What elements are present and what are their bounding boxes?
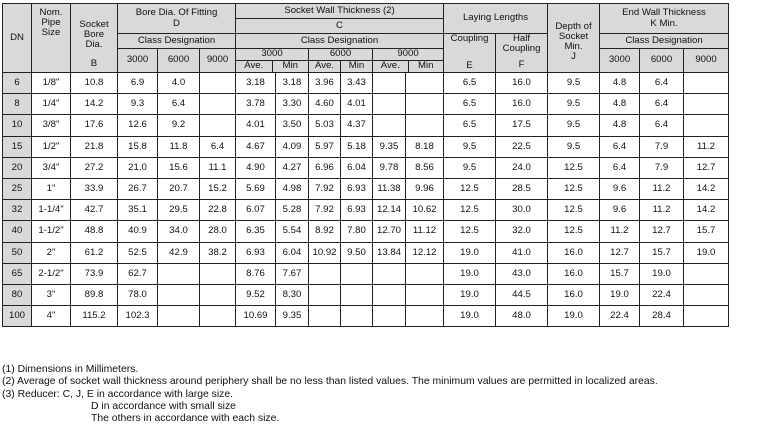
end-wall-3000-cell: 9.6 <box>600 178 640 199</box>
bore-6000-cell: 20.7 <box>158 178 200 199</box>
wall-9000-min-cell <box>406 73 444 94</box>
bore-6000-cell: 4.0 <box>158 73 200 94</box>
wall-3000-min-cell: 9.35 <box>276 306 309 327</box>
bore-9000-cell: 38.2 <box>200 242 236 263</box>
wall-9000-ave-cell: 9.78 <box>373 157 406 178</box>
size-cell: 3/8" <box>32 115 71 136</box>
wall-9000-ave-cell <box>373 115 406 136</box>
end-wall-6000-cell: 28.4 <box>640 306 684 327</box>
bore-3000-cell: 15.8 <box>118 136 158 157</box>
header-wall-3000: 3000 Ave. Min <box>236 49 309 73</box>
end-wall-9000-cell <box>684 94 729 115</box>
wall-3000-min-cell: 4.27 <box>276 157 309 178</box>
socket-bore-cell: 27.2 <box>71 157 118 178</box>
end-wall-6000-cell: 6.4 <box>640 115 684 136</box>
coupling-cell: 19.0 <box>444 242 496 263</box>
wall-6000-min-cell: 3.43 <box>341 73 373 94</box>
wall-3000-ave-cell: 4.90 <box>236 157 276 178</box>
wall-6000-min-cell: 4.37 <box>341 115 373 136</box>
wall-6000-ave-cell: 7.92 <box>309 200 341 221</box>
wall-9000-ave-cell: 13.84 <box>373 242 406 263</box>
depth-cell: 9.5 <box>548 115 600 136</box>
bore-6000-cell: 34.0 <box>158 221 200 242</box>
wall-9000-min-cell: 9.96 <box>406 178 444 199</box>
half-coupling-cell: 24.0 <box>496 157 548 178</box>
wall-3000-min-cell: 8.30 <box>276 284 309 305</box>
end-wall-3000-cell: 11.2 <box>600 221 640 242</box>
half-coupling-cell: 32.0 <box>496 221 548 242</box>
bore-3000-cell: 21.0 <box>118 157 158 178</box>
dn-cell: 50 <box>3 242 32 263</box>
header-dn: DN <box>3 4 32 73</box>
wall-3000-ave-cell: 6.93 <box>236 242 276 263</box>
depth-cell: 12.5 <box>548 178 600 199</box>
table-header <box>3 4 729 73</box>
end-wall-9000-cell: 14.2 <box>684 200 729 221</box>
coupling-cell: 9.5 <box>444 157 496 178</box>
size-cell: 3/4" <box>32 157 71 178</box>
dn-cell: 20 <box>3 157 32 178</box>
wall-6000-min-cell: 6.04 <box>341 157 373 178</box>
end-wall-9000-cell <box>684 115 729 136</box>
bore-6000-cell: 6.4 <box>158 94 200 115</box>
end-wall-6000-cell: 6.4 <box>640 94 684 115</box>
header-nom-pipe-size: Nom. Pipe Size <box>32 4 71 73</box>
wall-3000-ave-cell: 6.35 <box>236 221 276 242</box>
bore-6000-cell: 29.5 <box>158 200 200 221</box>
end-wall-3000-cell: 15.7 <box>600 263 640 284</box>
table-body <box>3 73 729 327</box>
wall-9000-ave-cell <box>373 284 406 305</box>
bore-3000-cell: 9.3 <box>118 94 158 115</box>
coupling-cell: 19.0 <box>444 284 496 305</box>
table-row <box>3 306 729 327</box>
wall-9000-min-cell <box>406 263 444 284</box>
end-wall-6000-cell: 7.9 <box>640 136 684 157</box>
coupling-cell: 12.5 <box>444 200 496 221</box>
socket-bore-cell: 89.8 <box>71 284 118 305</box>
header-end-9000: 9000 <box>684 49 729 73</box>
bore-3000-cell: 102.3 <box>118 306 158 327</box>
half-coupling-cell: 44.5 <box>496 284 548 305</box>
half-coupling-cell: 43.0 <box>496 263 548 284</box>
end-wall-9000-cell: 11.2 <box>684 136 729 157</box>
end-wall-3000-cell: 4.8 <box>600 73 640 94</box>
wall-6000-min-cell: 9.50 <box>341 242 373 263</box>
socket-bore-cell: 115.2 <box>71 306 118 327</box>
header-wall-6000: 6000 Ave. Min <box>309 49 373 73</box>
size-cell: 2" <box>32 242 71 263</box>
table-row <box>3 242 729 263</box>
wall-9000-ave-cell: 11.38 <box>373 178 406 199</box>
wall-6000-min-cell <box>341 306 373 327</box>
wall-3000-ave-cell: 4.01 <box>236 115 276 136</box>
half-coupling-cell: 16.0 <box>496 73 548 94</box>
bore-9000-cell <box>200 306 236 327</box>
end-wall-6000-cell: 12.7 <box>640 221 684 242</box>
depth-cell: 12.5 <box>548 157 600 178</box>
half-coupling-cell: 17.5 <box>496 115 548 136</box>
header-bore-dia: Bore Dia. Of Fitting D <box>118 4 236 34</box>
table-row <box>3 178 729 199</box>
wall-6000-min-cell: 5.18 <box>341 136 373 157</box>
wall-6000-ave-cell: 3.96 <box>309 73 341 94</box>
wall-3000-min-cell: 3.50 <box>276 115 309 136</box>
header-end-6000: 6000 <box>640 49 684 73</box>
header-end-wall: End Wall Thickness K Min. <box>600 4 729 34</box>
socket-bore-cell: 61.2 <box>71 242 118 263</box>
dn-cell: 100 <box>3 306 32 327</box>
wall-3000-ave-cell: 5.69 <box>236 178 276 199</box>
wall-9000-ave-cell <box>373 94 406 115</box>
bore-3000-cell: 52.5 <box>118 242 158 263</box>
wall-3000-min-cell: 5.54 <box>276 221 309 242</box>
table-row <box>3 136 729 157</box>
table-row <box>3 157 729 178</box>
table-row <box>3 221 729 242</box>
end-wall-9000-cell <box>684 73 729 94</box>
socket-bore-cell: 17.6 <box>71 115 118 136</box>
wall-6000-ave-cell: 10.92 <box>309 242 341 263</box>
bore-6000-cell: 11.8 <box>158 136 200 157</box>
coupling-cell: 19.0 <box>444 263 496 284</box>
wall-3000-min-cell: 5.28 <box>276 200 309 221</box>
wall-9000-min-cell: 12.12 <box>406 242 444 263</box>
end-wall-3000-cell: 22.4 <box>600 306 640 327</box>
header-end-class-designation: Class Designation <box>600 34 729 49</box>
bore-9000-cell <box>200 263 236 284</box>
socket-bore-cell: 42.7 <box>71 200 118 221</box>
wall-6000-min-cell: 7.80 <box>341 221 373 242</box>
wall-3000-ave-cell: 6.07 <box>236 200 276 221</box>
wall-6000-ave-cell: 5.03 <box>309 115 341 136</box>
table-row <box>3 94 729 115</box>
footnote-3-d: D in accordance with small size <box>91 400 236 412</box>
header-socket-wall: Socket Wall Thickness (2) <box>236 4 444 19</box>
coupling-cell: 6.5 <box>444 94 496 115</box>
half-coupling-cell: 41.0 <box>496 242 548 263</box>
bore-9000-cell <box>200 94 236 115</box>
dn-cell: 8 <box>3 94 32 115</box>
end-wall-6000-cell: 22.4 <box>640 284 684 305</box>
bore-6000-cell <box>158 284 200 305</box>
socket-bore-cell: 48.8 <box>71 221 118 242</box>
table-row <box>3 73 729 94</box>
footnote-1: (1) Dimensions in Millimeters. <box>2 364 139 375</box>
depth-cell: 16.0 <box>548 242 600 263</box>
wall-9000-ave-cell: 9.35 <box>373 136 406 157</box>
coupling-cell: 6.5 <box>444 73 496 94</box>
header-laying-lengths: Laying Lengths <box>444 4 548 34</box>
header-bore-6000: 6000 <box>158 49 200 73</box>
wall-9000-min-cell <box>406 115 444 136</box>
half-coupling-cell: 16.0 <box>496 94 548 115</box>
bore-9000-cell: 6.4 <box>200 136 236 157</box>
bore-9000-cell <box>200 73 236 94</box>
table-row <box>3 263 729 284</box>
wall-6000-ave-cell: 6.96 <box>309 157 341 178</box>
wall-9000-ave-cell <box>373 306 406 327</box>
bore-3000-cell: 35.1 <box>118 200 158 221</box>
wall-9000-min-cell: 10.62 <box>406 200 444 221</box>
bore-3000-cell: 40.9 <box>118 221 158 242</box>
depth-cell: 16.0 <box>548 284 600 305</box>
header-depth-of-socket: Depth of Socket Min. J <box>548 4 600 73</box>
wall-9000-min-cell <box>406 284 444 305</box>
header-wall-9000: 9000 Ave. Min <box>373 49 444 73</box>
wall-3000-ave-cell: 10.69 <box>236 306 276 327</box>
wall-6000-ave-cell: 8.92 <box>309 221 341 242</box>
end-wall-9000-cell: 19.0 <box>684 242 729 263</box>
wall-3000-ave-cell: 4.67 <box>236 136 276 157</box>
dn-cell: 65 <box>3 263 32 284</box>
socket-bore-cell: 14.2 <box>71 94 118 115</box>
dimensions-table <box>2 3 729 327</box>
dn-cell: 6 <box>3 73 32 94</box>
wall-3000-ave-cell: 3.18 <box>236 73 276 94</box>
wall-3000-ave-cell: 9.52 <box>236 284 276 305</box>
wall-9000-ave-cell <box>373 263 406 284</box>
footnote-3: (3) Reducer: C, J, E in accordance with large size. <box>2 388 233 400</box>
wall-3000-min-cell: 6.04 <box>276 242 309 263</box>
wall-6000-min-cell <box>341 284 373 305</box>
wall-6000-ave-cell: 4.60 <box>309 94 341 115</box>
wall-6000-ave-cell <box>309 306 341 327</box>
end-wall-6000-cell: 6.4 <box>640 73 684 94</box>
wall-6000-ave-cell: 7.92 <box>309 178 341 199</box>
half-coupling-cell: 30.0 <box>496 200 548 221</box>
bore-3000-cell: 26.7 <box>118 178 158 199</box>
bore-3000-cell: 6.9 <box>118 73 158 94</box>
bore-9000-cell: 11.1 <box>200 157 236 178</box>
dn-cell: 32 <box>3 200 32 221</box>
wall-6000-ave-cell <box>309 263 341 284</box>
end-wall-9000-cell <box>684 306 729 327</box>
wall-9000-ave-cell <box>373 73 406 94</box>
bore-9000-cell: 22.8 <box>200 200 236 221</box>
size-cell: 1-1/4" <box>32 200 71 221</box>
header-wall-class-designation: Class Designation <box>236 34 444 49</box>
wall-3000-ave-cell: 8.76 <box>236 263 276 284</box>
wall-6000-min-cell: 6.93 <box>341 178 373 199</box>
header-end-3000: 3000 <box>600 49 640 73</box>
end-wall-3000-cell: 6.4 <box>600 157 640 178</box>
end-wall-9000-cell: 15.7 <box>684 221 729 242</box>
coupling-cell: 6.5 <box>444 115 496 136</box>
coupling-cell: 12.5 <box>444 178 496 199</box>
header-bore-3000: 3000 <box>118 49 158 73</box>
end-wall-6000-cell: 19.0 <box>640 263 684 284</box>
header-socket-wall-letter: C <box>236 19 444 34</box>
bore-6000-cell <box>158 263 200 284</box>
half-coupling-cell: 22.5 <box>496 136 548 157</box>
footnote-2: (2) Average of socket wall thickness around periphery shall be no less than listed values. The minimum values are permitted in localized areas. <box>2 376 658 388</box>
end-wall-3000-cell: 6.4 <box>600 136 640 157</box>
depth-cell: 12.5 <box>548 221 600 242</box>
wall-6000-min-cell: 6.93 <box>341 200 373 221</box>
wall-9000-ave-cell: 12.14 <box>373 200 406 221</box>
end-wall-3000-cell: 4.8 <box>600 94 640 115</box>
dn-cell: 25 <box>3 178 32 199</box>
footnote-3-others: The others in accordance with each size. <box>91 413 280 425</box>
bore-6000-cell: 42.9 <box>158 242 200 263</box>
end-wall-6000-cell: 11.2 <box>640 178 684 199</box>
wall-6000-min-cell: 4.01 <box>341 94 373 115</box>
depth-cell: 12.5 <box>548 200 600 221</box>
dn-cell: 15 <box>3 136 32 157</box>
depth-cell: 9.5 <box>548 136 600 157</box>
end-wall-3000-cell: 12.7 <box>600 242 640 263</box>
end-wall-6000-cell: 7.9 <box>640 157 684 178</box>
coupling-cell: 19.0 <box>444 306 496 327</box>
depth-cell: 16.0 <box>548 263 600 284</box>
bore-6000-cell: 9.2 <box>158 115 200 136</box>
end-wall-3000-cell: 9.6 <box>600 200 640 221</box>
wall-6000-ave-cell <box>309 284 341 305</box>
size-cell: 1-1/2" <box>32 221 71 242</box>
end-wall-9000-cell: 14.2 <box>684 178 729 199</box>
end-wall-9000-cell <box>684 284 729 305</box>
header-bore-9000: 9000 <box>200 49 236 73</box>
bore-6000-cell <box>158 306 200 327</box>
wall-9000-ave-cell: 12.70 <box>373 221 406 242</box>
bore-3000-cell: 78.0 <box>118 284 158 305</box>
wall-9000-min-cell: 8.56 <box>406 157 444 178</box>
wall-9000-min-cell: 8.18 <box>406 136 444 157</box>
bore-3000-cell: 12.6 <box>118 115 158 136</box>
half-coupling-cell: 48.0 <box>496 306 548 327</box>
header-half-coupling: Half Coupling F <box>496 34 548 73</box>
header-coupling: Coupling E <box>444 34 496 73</box>
wall-3000-min-cell: 3.30 <box>276 94 309 115</box>
table-row <box>3 115 729 136</box>
wall-9000-min-cell <box>406 94 444 115</box>
coupling-cell: 9.5 <box>444 136 496 157</box>
size-cell: 4" <box>32 306 71 327</box>
wall-9000-min-cell: 11.12 <box>406 221 444 242</box>
wall-6000-min-cell <box>341 263 373 284</box>
dn-cell: 80 <box>3 284 32 305</box>
bore-9000-cell <box>200 284 236 305</box>
wall-3000-min-cell: 4.09 <box>276 136 309 157</box>
wall-3000-min-cell: 3.18 <box>276 73 309 94</box>
size-cell: 1/8" <box>32 73 71 94</box>
half-coupling-cell: 28.5 <box>496 178 548 199</box>
depth-cell: 9.5 <box>548 73 600 94</box>
size-cell: 1/4" <box>32 94 71 115</box>
end-wall-9000-cell: 12.7 <box>684 157 729 178</box>
size-cell: 2-1/2" <box>32 263 71 284</box>
end-wall-3000-cell: 4.8 <box>600 115 640 136</box>
table-row <box>3 284 729 305</box>
socket-bore-cell: 10.8 <box>71 73 118 94</box>
dn-cell: 10 <box>3 115 32 136</box>
depth-cell: 19.0 <box>548 306 600 327</box>
size-cell: 3" <box>32 284 71 305</box>
bore-9000-cell: 15.2 <box>200 178 236 199</box>
wall-6000-ave-cell: 5.97 <box>309 136 341 157</box>
coupling-cell: 12.5 <box>444 221 496 242</box>
header-socket-bore: Socket Bore Dia. B <box>71 4 118 73</box>
end-wall-3000-cell: 19.0 <box>600 284 640 305</box>
table-row <box>3 200 729 221</box>
end-wall-9000-cell <box>684 263 729 284</box>
bore-3000-cell: 62.7 <box>118 263 158 284</box>
socket-bore-cell: 33.9 <box>71 178 118 199</box>
size-cell: 1/2" <box>32 136 71 157</box>
socket-bore-cell: 73.9 <box>71 263 118 284</box>
wall-3000-min-cell: 7.67 <box>276 263 309 284</box>
wall-9000-min-cell <box>406 306 444 327</box>
end-wall-6000-cell: 11.2 <box>640 200 684 221</box>
bore-9000-cell <box>200 115 236 136</box>
header-bore-class-designation: Class Designation <box>118 34 236 49</box>
wall-3000-min-cell: 4.98 <box>276 178 309 199</box>
footnotes <box>2 364 658 425</box>
dn-cell: 40 <box>3 221 32 242</box>
wall-3000-ave-cell: 3.78 <box>236 94 276 115</box>
end-wall-6000-cell: 15.7 <box>640 242 684 263</box>
bore-6000-cell: 15.6 <box>158 157 200 178</box>
socket-bore-cell: 21.8 <box>71 136 118 157</box>
bore-9000-cell: 28.0 <box>200 221 236 242</box>
size-cell: 1" <box>32 178 71 199</box>
depth-cell: 9.5 <box>548 94 600 115</box>
